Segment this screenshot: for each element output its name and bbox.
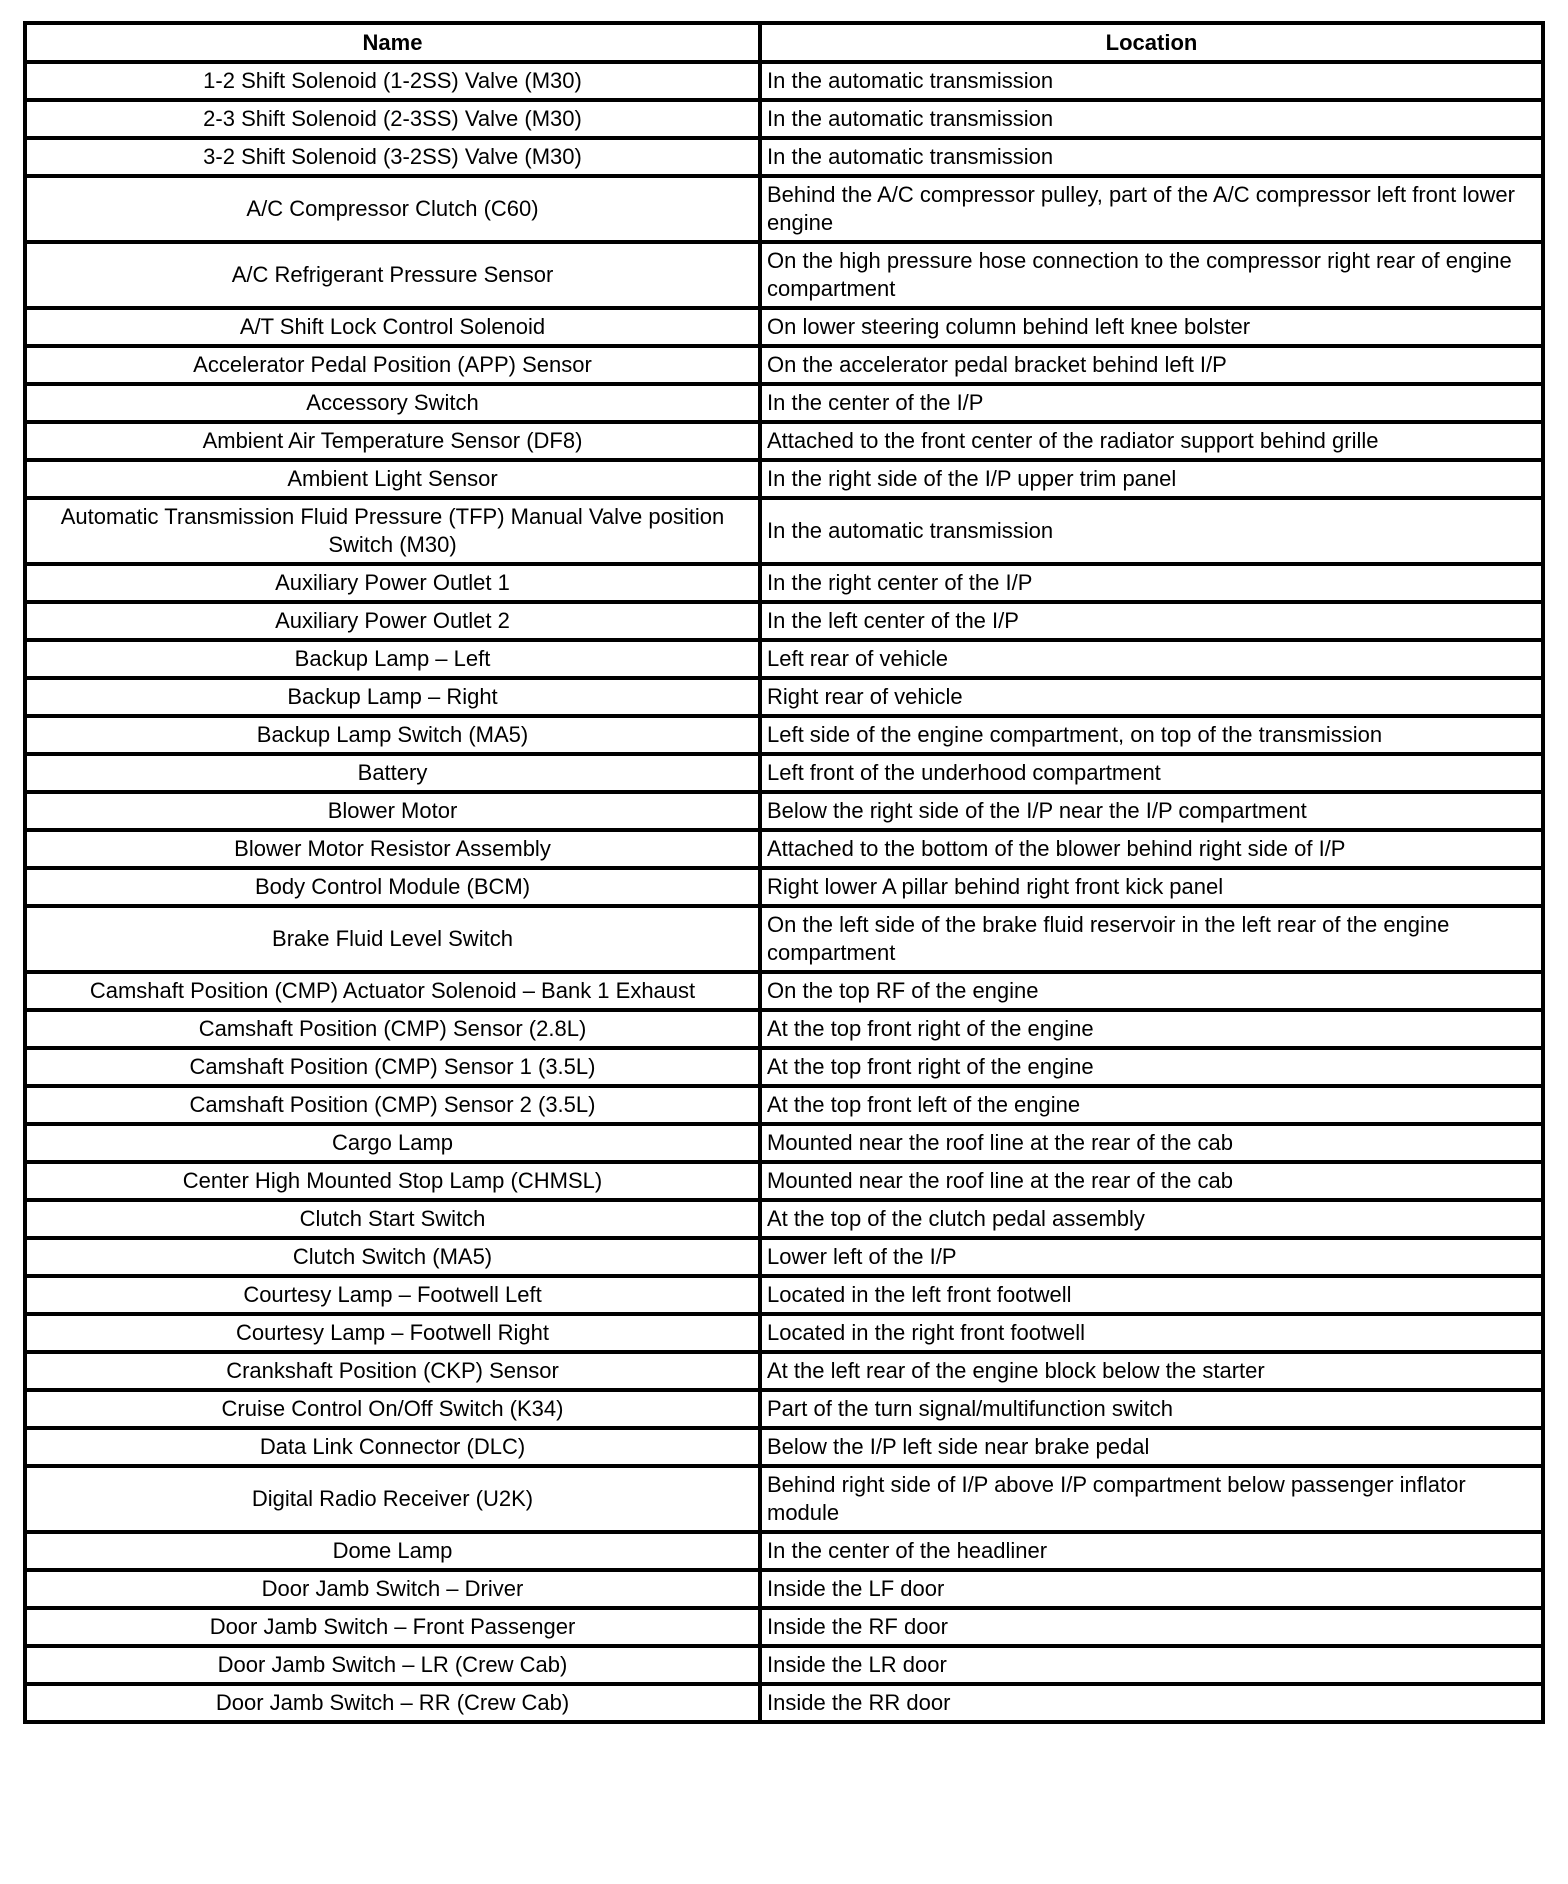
- table-row: [25, 1570, 1543, 1608]
- table-row: [25, 138, 1543, 176]
- table-row: [25, 1010, 1543, 1048]
- cell-location: Attached to the front center of the radiator support behind grille: [760, 422, 1543, 460]
- cell-name: Body Control Module (BCM): [25, 868, 760, 906]
- cell-location: Left front of the underhood compartment: [760, 754, 1543, 792]
- cell-location: Left rear of vehicle: [760, 640, 1543, 678]
- cell-name: Courtesy Lamp – Footwell Right: [25, 1314, 760, 1352]
- cell-name: Accelerator Pedal Position (APP) Sensor: [25, 346, 760, 384]
- table-row: [25, 1124, 1543, 1162]
- cell-name: 2-3 Shift Solenoid (2-3SS) Valve (M30): [25, 100, 760, 138]
- cell-name: Auxiliary Power Outlet 1: [25, 564, 760, 602]
- cell-location: Inside the RR door: [760, 1684, 1543, 1722]
- cell-name: Crankshaft Position (CKP) Sensor: [25, 1352, 760, 1390]
- table-row: [25, 1532, 1543, 1570]
- table-row: [25, 176, 1543, 242]
- table-row: [25, 384, 1543, 422]
- cell-location: At the top front right of the engine: [760, 1048, 1543, 1086]
- cell-name: Digital Radio Receiver (U2K): [25, 1466, 760, 1532]
- cell-location: On the accelerator pedal bracket behind left I/P: [760, 346, 1543, 384]
- cell-name: Brake Fluid Level Switch: [25, 906, 760, 972]
- cell-name: Ambient Light Sensor: [25, 460, 760, 498]
- cell-location: Located in the left front footwell: [760, 1276, 1543, 1314]
- table-row: [25, 1048, 1543, 1086]
- table-row: [25, 792, 1543, 830]
- cell-name: Dome Lamp: [25, 1532, 760, 1570]
- cell-name: 1-2 Shift Solenoid (1-2SS) Valve (M30): [25, 62, 760, 100]
- table-row: [25, 640, 1543, 678]
- table-row: [25, 1684, 1543, 1722]
- cell-name: Courtesy Lamp – Footwell Left: [25, 1276, 760, 1314]
- cell-location: On lower steering column behind left knee bolster: [760, 308, 1543, 346]
- table-row: [25, 62, 1543, 100]
- table-row: [25, 564, 1543, 602]
- cell-location: At the top front right of the engine: [760, 1010, 1543, 1048]
- cell-location: In the center of the I/P: [760, 384, 1543, 422]
- table-row: [25, 906, 1543, 972]
- cell-location: Behind right side of I/P above I/P compartment below passenger inflator module: [760, 1466, 1543, 1532]
- cell-location: In the automatic transmission: [760, 498, 1543, 564]
- table-row: [25, 1314, 1543, 1352]
- table-row: [25, 1608, 1543, 1646]
- cell-location: Inside the LR door: [760, 1646, 1543, 1684]
- table-row: [25, 1086, 1543, 1124]
- cell-location: Part of the turn signal/multifunction switch: [760, 1390, 1543, 1428]
- table-row: [25, 602, 1543, 640]
- column-header-name: Name: [25, 23, 760, 62]
- cell-location: Inside the RF door: [760, 1608, 1543, 1646]
- table-row: [25, 1200, 1543, 1238]
- cell-name: Backup Lamp – Left: [25, 640, 760, 678]
- cell-name: A/C Compressor Clutch (C60): [25, 176, 760, 242]
- cell-location: Behind the A/C compressor pulley, part of the A/C compressor left front lower engine: [760, 176, 1543, 242]
- cell-name: Backup Lamp Switch (MA5): [25, 716, 760, 754]
- cell-name: Auxiliary Power Outlet 2: [25, 602, 760, 640]
- cell-location: Below the I/P left side near brake pedal: [760, 1428, 1543, 1466]
- table-row: [25, 1352, 1543, 1390]
- cell-location: Attached to the bottom of the blower behind right side of I/P: [760, 830, 1543, 868]
- cell-name: Camshaft Position (CMP) Sensor (2.8L): [25, 1010, 760, 1048]
- cell-location: In the center of the headliner: [760, 1532, 1543, 1570]
- cell-location: On the high pressure hose connection to the compressor right rear of engine compartment: [760, 242, 1543, 308]
- cell-name: Blower Motor: [25, 792, 760, 830]
- cell-name: Door Jamb Switch – RR (Crew Cab): [25, 1684, 760, 1722]
- table-row: [25, 868, 1543, 906]
- cell-location: Right lower A pillar behind right front kick panel: [760, 868, 1543, 906]
- cell-location: Right rear of vehicle: [760, 678, 1543, 716]
- cell-location: At the top front left of the engine: [760, 1086, 1543, 1124]
- cell-name: Battery: [25, 754, 760, 792]
- table-header-row: [25, 23, 1543, 62]
- table-row: [25, 1428, 1543, 1466]
- table-row: [25, 308, 1543, 346]
- table-row: [25, 754, 1543, 792]
- cell-name: Ambient Air Temperature Sensor (DF8): [25, 422, 760, 460]
- cell-name: Cruise Control On/Off Switch (K34): [25, 1390, 760, 1428]
- cell-location: Mounted near the roof line at the rear of the cab: [760, 1162, 1543, 1200]
- column-header-location: Location: [760, 23, 1543, 62]
- cell-name: Data Link Connector (DLC): [25, 1428, 760, 1466]
- cell-location: Below the right side of the I/P near the I/P compartment: [760, 792, 1543, 830]
- cell-name: Automatic Transmission Fluid Pressure (TFP) Manual Valve position Switch (M30): [25, 498, 760, 564]
- cell-name: Camshaft Position (CMP) Actuator Solenoid – Bank 1 Exhaust: [25, 972, 760, 1010]
- table-row: [25, 100, 1543, 138]
- table-row: [25, 1276, 1543, 1314]
- component-location-table: [23, 21, 1545, 1724]
- table-row: [25, 1466, 1543, 1532]
- table-row: [25, 498, 1543, 564]
- cell-location: In the automatic transmission: [760, 138, 1543, 176]
- table-row: [25, 1646, 1543, 1684]
- cell-location: Lower left of the I/P: [760, 1238, 1543, 1276]
- table-row: [25, 1162, 1543, 1200]
- cell-name: Cargo Lamp: [25, 1124, 760, 1162]
- cell-name: Blower Motor Resistor Assembly: [25, 830, 760, 868]
- cell-name: 3-2 Shift Solenoid (3-2SS) Valve (M30): [25, 138, 760, 176]
- table-row: [25, 1238, 1543, 1276]
- table-row: [25, 1390, 1543, 1428]
- table-row: [25, 242, 1543, 308]
- cell-name: Door Jamb Switch – Driver: [25, 1570, 760, 1608]
- table-row: [25, 716, 1543, 754]
- cell-name: Center High Mounted Stop Lamp (CHMSL): [25, 1162, 760, 1200]
- table-row: [25, 346, 1543, 384]
- cell-name: Camshaft Position (CMP) Sensor 2 (3.5L): [25, 1086, 760, 1124]
- cell-name: Clutch Switch (MA5): [25, 1238, 760, 1276]
- cell-name: Door Jamb Switch – Front Passenger: [25, 1608, 760, 1646]
- cell-location: In the left center of the I/P: [760, 602, 1543, 640]
- table-row: [25, 972, 1543, 1010]
- cell-name: Door Jamb Switch – LR (Crew Cab): [25, 1646, 760, 1684]
- cell-name: Backup Lamp – Right: [25, 678, 760, 716]
- cell-name: Camshaft Position (CMP) Sensor 1 (3.5L): [25, 1048, 760, 1086]
- cell-location: In the right center of the I/P: [760, 564, 1543, 602]
- table-row: [25, 422, 1543, 460]
- cell-location: In the automatic transmission: [760, 100, 1543, 138]
- cell-name: A/C Refrigerant Pressure Sensor: [25, 242, 760, 308]
- cell-location: On the top RF of the engine: [760, 972, 1543, 1010]
- table-row: [25, 830, 1543, 868]
- cell-name: Clutch Start Switch: [25, 1200, 760, 1238]
- cell-location: Mounted near the roof line at the rear of the cab: [760, 1124, 1543, 1162]
- table-row: [25, 460, 1543, 498]
- cell-location: In the automatic transmission: [760, 62, 1543, 100]
- cell-name: Accessory Switch: [25, 384, 760, 422]
- cell-location: Located in the right front footwell: [760, 1314, 1543, 1352]
- cell-location: Left side of the engine compartment, on top of the transmission: [760, 716, 1543, 754]
- cell-location: At the top of the clutch pedal assembly: [760, 1200, 1543, 1238]
- cell-location: Inside the LF door: [760, 1570, 1543, 1608]
- cell-location: On the left side of the brake fluid reservoir in the left rear of the engine compartment: [760, 906, 1543, 972]
- table-body: [25, 62, 1543, 1722]
- cell-name: A/T Shift Lock Control Solenoid: [25, 308, 760, 346]
- table-row: [25, 678, 1543, 716]
- cell-location: In the right side of the I/P upper trim panel: [760, 460, 1543, 498]
- cell-location: At the left rear of the engine block below the starter: [760, 1352, 1543, 1390]
